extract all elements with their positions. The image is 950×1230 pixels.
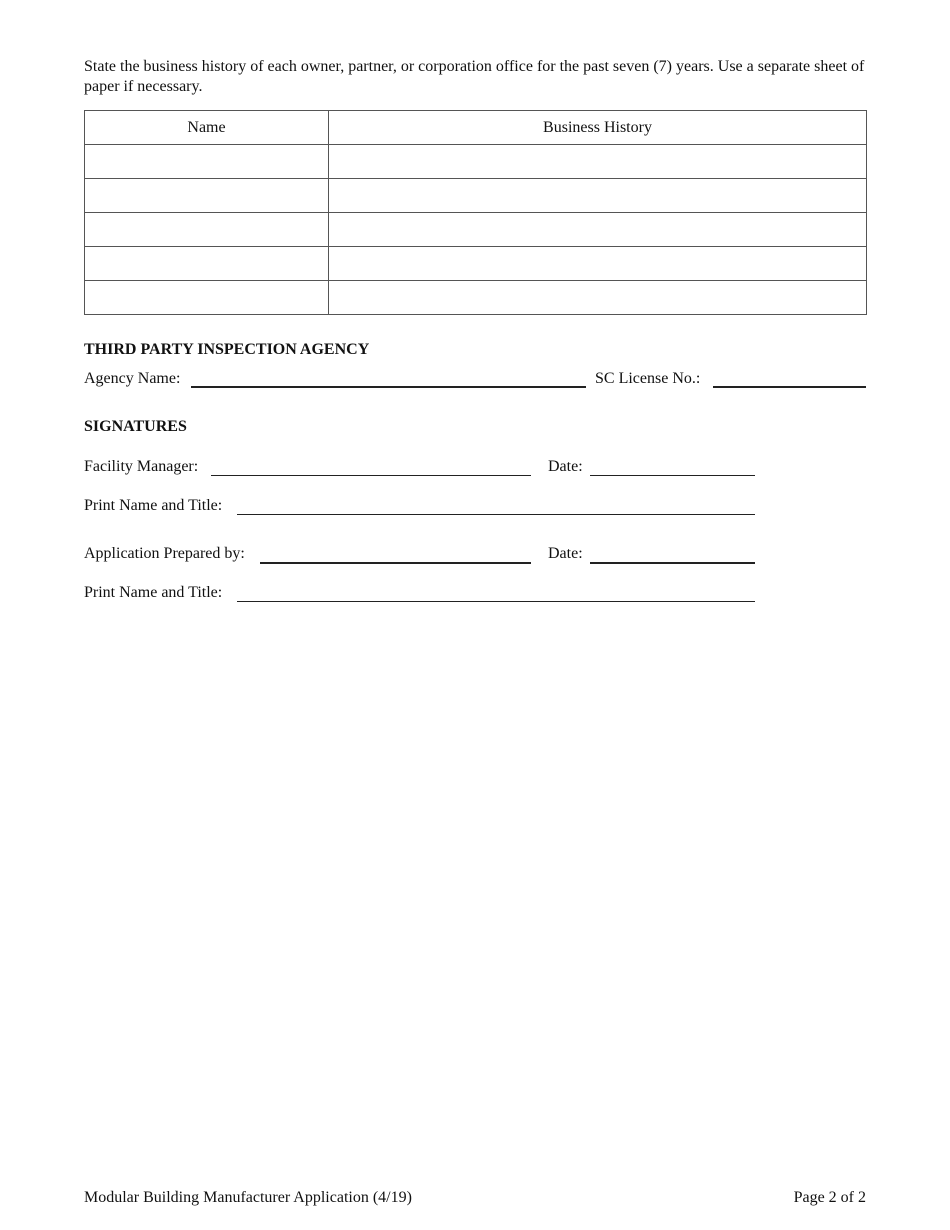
facility-manager-label: Facility Manager: xyxy=(84,458,199,475)
prepared-by-label: Application Prepared by: xyxy=(84,545,245,562)
agency-section-heading: THIRD PARTY INSPECTION AGENCY xyxy=(84,341,370,358)
column-header-name: Name xyxy=(85,111,329,145)
agency-name-label: Agency Name: xyxy=(84,370,181,387)
sc-license-field[interactable] xyxy=(713,386,866,388)
business-history-cell[interactable] xyxy=(329,145,867,179)
name-cell[interactable] xyxy=(85,145,329,179)
business-history-cell[interactable] xyxy=(329,247,867,281)
footer-form-title: Modular Building Manufacturer Application (4/19) xyxy=(84,1189,412,1206)
print-name-title-field-1[interactable] xyxy=(237,514,755,515)
name-cell[interactable] xyxy=(85,213,329,247)
facility-manager-date-label: Date: xyxy=(548,458,583,475)
prepared-by-date-label: Date: xyxy=(548,545,583,562)
facility-manager-signature-field[interactable] xyxy=(211,475,531,476)
table-header-row xyxy=(85,111,867,145)
table-row xyxy=(85,179,867,213)
business-history-cell[interactable] xyxy=(329,281,867,315)
footer-page-number: Page 2 of 2 xyxy=(793,1189,866,1206)
name-cell[interactable] xyxy=(85,179,329,213)
sc-license-label: SC License No.: xyxy=(595,370,701,387)
business-history-table xyxy=(84,110,867,315)
facility-manager-date-field[interactable] xyxy=(590,475,755,476)
print-name-title-label-1: Print Name and Title: xyxy=(84,497,223,514)
name-cell[interactable] xyxy=(85,247,329,281)
table-row xyxy=(85,213,867,247)
business-history-cell[interactable] xyxy=(329,179,867,213)
print-name-title-field-2[interactable] xyxy=(237,601,755,602)
column-header-business-history: Business History xyxy=(329,111,867,145)
prepared-by-signature-field[interactable] xyxy=(260,562,531,564)
signatures-heading: SIGNATURES xyxy=(84,418,187,435)
prepared-by-date-field[interactable] xyxy=(590,562,755,564)
print-name-title-label-2: Print Name and Title: xyxy=(84,584,223,601)
table-row xyxy=(85,145,867,179)
table-row xyxy=(85,247,867,281)
agency-name-field[interactable] xyxy=(191,386,586,388)
instructions-text: State the business history of each owner, partner, or corporation office for the past seven (7) years. Use a separate sheet of paper if necessary. xyxy=(84,58,865,95)
name-cell[interactable] xyxy=(85,281,329,315)
table-row xyxy=(85,281,867,315)
business-history-cell[interactable] xyxy=(329,213,867,247)
